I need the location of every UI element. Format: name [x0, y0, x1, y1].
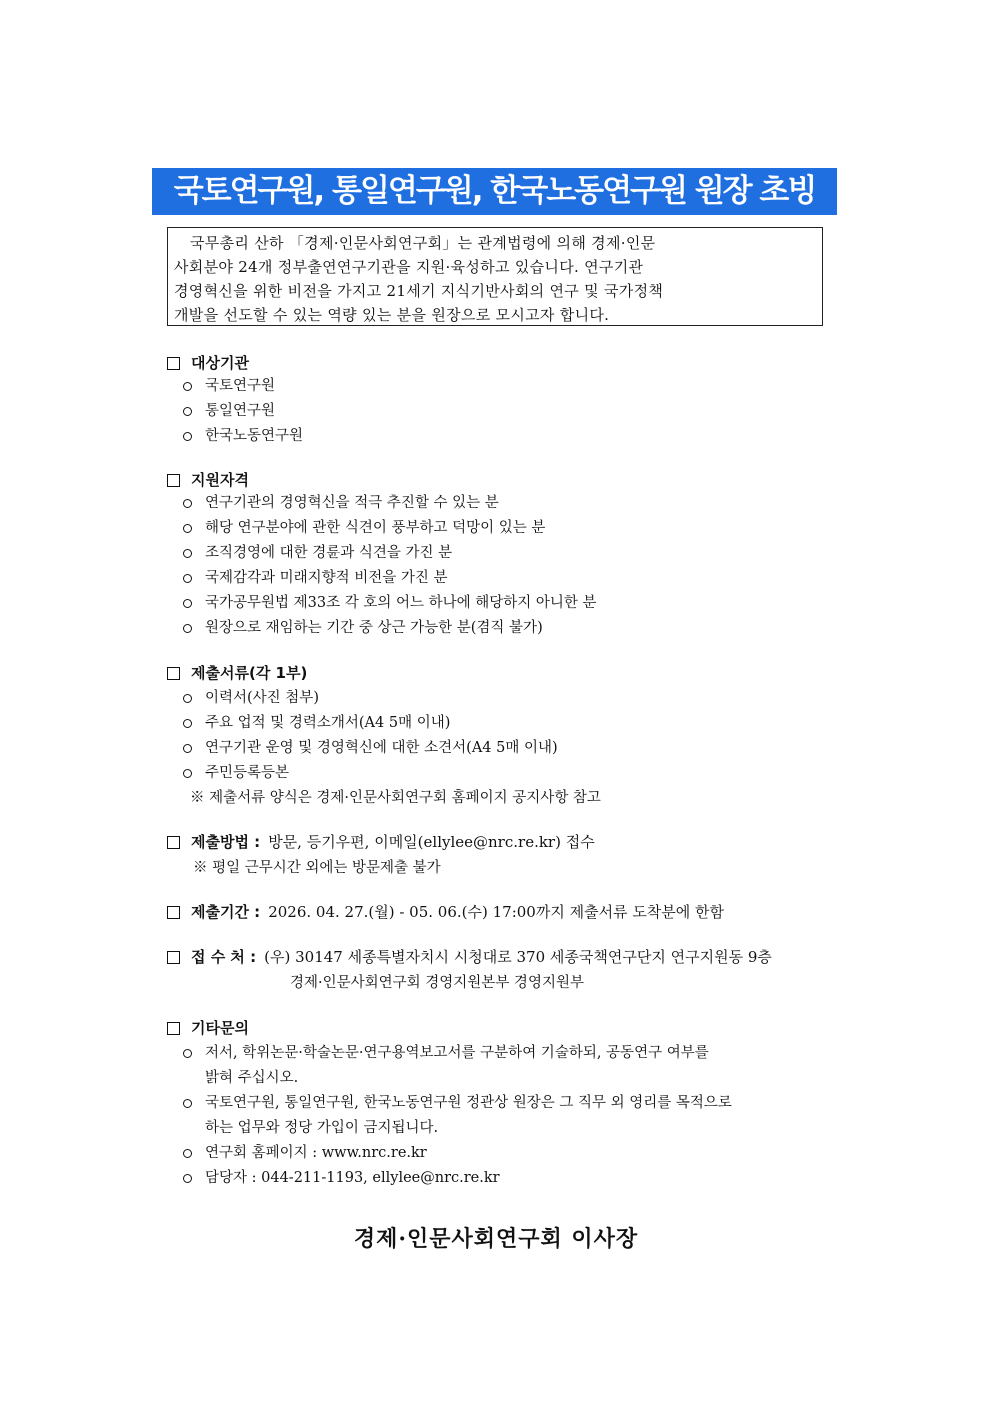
list-item [183, 542, 452, 564]
receipt-address: (우) 30147 세종특별자치시 시청대로 370 세종국책연구단지 연구지원동 9층 [264, 948, 772, 966]
section-heading-period [167, 901, 724, 923]
checkbox-square-icon [167, 906, 180, 919]
list-item-text: 주요 업적 및 경력소개서(A4 5매 이내) [205, 715, 451, 731]
method-value: 방문, 등기우편, 이메일(ellylee@nrc.re.kr) 접수 [268, 833, 595, 851]
bullet-circle-icon [183, 599, 192, 608]
contact-text: 담당자 : 044-211-1193, ellylee@nrc.re.kr [205, 1170, 500, 1186]
section-heading-label: 대상기관 [191, 354, 249, 372]
list-item-continuation: 밝혀 주십시오. [205, 1070, 299, 1086]
section-heading-label: 제출기간 : [191, 903, 261, 921]
bullet-circle-icon [183, 574, 192, 583]
list-item [183, 1167, 500, 1189]
bullet-circle-icon [183, 524, 192, 533]
intro-box [167, 227, 823, 326]
list-item [183, 1142, 427, 1164]
section-heading-qualification [167, 469, 249, 491]
page-title: 국토연구원, 통일연구원, 한국노동연구원 원장 초빙 [152, 168, 837, 215]
method-note: ※ 평일 근무시간 외에는 방문제출 불가 [193, 860, 441, 876]
list-item [183, 687, 319, 709]
section-heading-receipt [167, 946, 772, 968]
intro-line: 개발을 선도할 수 있는 역량 있는 분을 원장으로 모시고자 합니다. [174, 306, 610, 324]
bullet-circle-icon [183, 1174, 192, 1183]
list-item [183, 1092, 732, 1114]
intro-line: 사회분야 24개 정부출연연구기관을 지원·육성하고 있습니다. 연구기관 [174, 258, 644, 276]
list-item-text: 조직경영에 대한 경륜과 식견을 가진 분 [205, 545, 453, 561]
section-heading-etc [167, 1017, 249, 1039]
bullet-circle-icon [183, 1149, 192, 1158]
bullet-circle-icon [183, 432, 192, 441]
list-item [183, 400, 275, 422]
section-heading-label: 접 수 처 : [191, 948, 257, 966]
list-item [183, 762, 289, 784]
list-item-text: 저서, 학위논문·학술논문·연구용역보고서를 구분하여 기술하되, 공동연구 여부를 [205, 1045, 709, 1061]
checkbox-square-icon [167, 1022, 180, 1035]
bullet-circle-icon [183, 694, 192, 703]
list-item-text: 연구기관의 경영혁신을 적극 추진할 수 있는 분 [205, 495, 499, 511]
list-item [183, 712, 450, 734]
signature: 경제·인문사회연구회 이사장 [353, 1226, 639, 1252]
list-item-continuation: 하는 업무와 정당 가입이 금지됩니다. [205, 1120, 439, 1136]
receipt-department: 경제·인문사회연구회 경영지원본부 경영지원부 [290, 975, 584, 991]
list-item-text: 국가공무원법 제33조 각 호의 어느 하나에 해당하지 아니한 분 [205, 595, 597, 611]
list-item [183, 517, 545, 539]
list-item [183, 1042, 709, 1064]
bullet-circle-icon [183, 382, 192, 391]
bullet-circle-icon [183, 719, 192, 728]
list-item [183, 375, 275, 397]
list-item-text: 통일연구원 [205, 403, 276, 419]
section-heading-label: 제출서류(각 1부) [191, 664, 308, 682]
list-item-text: 해당 연구분야에 관한 식견이 풍부하고 덕망이 있는 분 [205, 520, 546, 536]
list-item-text: 국제감각과 미래지향적 비전을 가진 분 [205, 570, 448, 586]
checkbox-square-icon [167, 474, 180, 487]
list-item-text: 주민등록등본 [205, 765, 290, 781]
bullet-circle-icon [183, 1099, 192, 1108]
homepage-text: 연구회 홈페이지 : www.nrc.re.kr [205, 1145, 427, 1161]
list-item [183, 492, 499, 514]
intro-line: 국무총리 산하 「경제·인문사회연구회」는 관계법령에 의해 경제·인문 [190, 234, 656, 252]
bullet-circle-icon [183, 407, 192, 416]
list-item-text: 이력서(사진 첨부) [205, 690, 319, 706]
list-item [183, 567, 448, 589]
intro-line: 경영혁신을 위한 비전을 가지고 21세기 지식기반사회의 연구 및 국가정책 [174, 282, 664, 300]
list-item [183, 425, 303, 447]
section-heading-label: 제출방법 : [191, 833, 261, 851]
list-item-text: 한국노동연구원 [205, 428, 304, 444]
list-item [183, 737, 558, 759]
section-heading-method [167, 831, 595, 853]
checkbox-square-icon [167, 836, 180, 849]
list-item [183, 592, 597, 614]
list-item-text: 국토연구원, 통일연구원, 한국노동연구원 정관상 원장은 그 직무 외 영리를 목적으로 [205, 1095, 732, 1111]
section-heading-label: 기타문의 [191, 1019, 249, 1037]
checkbox-square-icon [167, 357, 180, 370]
list-item-text: 국토연구원 [205, 378, 276, 394]
list-item-text: 원장으로 재임하는 기간 중 상근 가능한 분(겸직 불가) [205, 620, 543, 636]
bullet-circle-icon [183, 624, 192, 633]
checkbox-square-icon [167, 951, 180, 964]
bullet-circle-icon [183, 499, 192, 508]
bullet-circle-icon [183, 769, 192, 778]
list-item [183, 617, 543, 639]
section-heading-target [167, 352, 249, 374]
checkbox-square-icon [167, 667, 180, 680]
bullet-circle-icon [183, 1049, 192, 1058]
bullet-circle-icon [183, 549, 192, 558]
period-value: 2026. 04. 27.(월) - 05. 06.(수) 17:00까지 제출서류 도착분에 한함 [268, 903, 725, 921]
section-heading-label: 지원자격 [191, 471, 249, 489]
bullet-circle-icon [183, 744, 192, 753]
documents-note: ※ 제출서류 양식은 경제·인문사회연구회 홈페이지 공지사항 참고 [190, 790, 601, 806]
section-heading-documents [167, 662, 307, 684]
list-item-text: 연구기관 운영 및 경영혁신에 대한 소견서(A4 5매 이내) [205, 740, 558, 756]
